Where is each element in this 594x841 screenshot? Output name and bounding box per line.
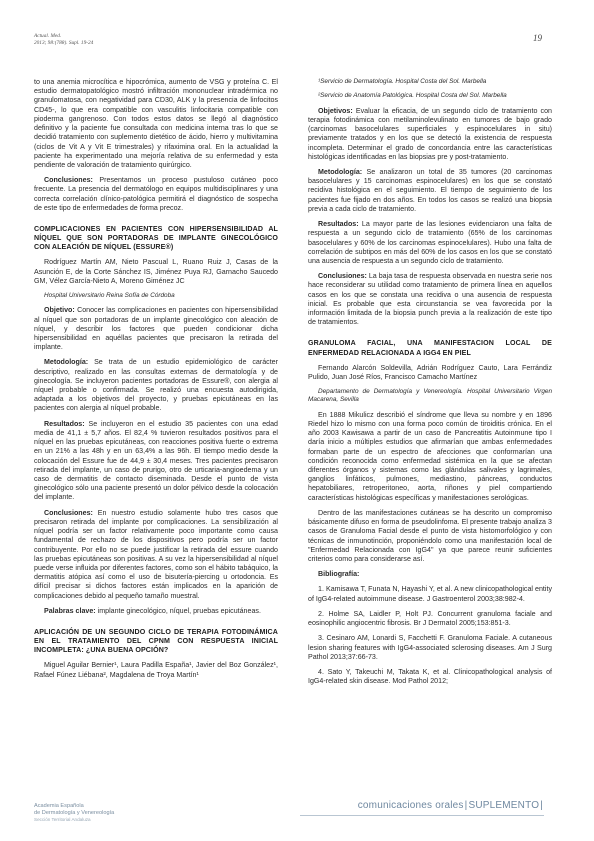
conclusions-text: En nuestro estudio solamente hubo tres casos que precisaron retirada del implante por complicaciones. La sensibilización al níquel podría ser un factor relativamente poco importante como causa fundamental de rechazo de los dispositivos pero podría ser un factor contribuyente. Por ello no se puede justificar la retirada del essure cuando las pruebas epicutáneas son positivas. A su vez la hipersensibilidad al níquel puede verse influida por diferentes factores, como son el hábito tabáquico, la dermatitis atópica así como el uso de bisutería-piercing u ortodoncia. Es difícil precisar si dichos factores están implicados en la aparición de complicaciones debido al pequeño tamaño muestral. xyxy=(34,508,278,600)
separator-bar: | xyxy=(540,800,543,811)
objective-label: Objetivo: xyxy=(44,306,75,315)
journal-citation xyxy=(34,33,93,47)
conclusions-label: Conclusiones: xyxy=(44,508,93,517)
results-paragraph xyxy=(308,220,552,266)
reference-item: 4. Sato Y, Takeuchi M, Takata K, et al. Clinicopathological analysis of IgG4-related skin disease. Mod Pathol 2012; xyxy=(308,667,552,686)
objectives-paragraph xyxy=(308,107,552,162)
conclusions-text: Presentamos un proceso pustuloso cutáneo poco frecuente. La presencia del dermatólogo en equipos multidisciplinares y una correcta correlación clínico-patológica permitirá el diagnóstico de sospecha de este tipo de enfermedades de forma precoz. xyxy=(34,176,278,212)
intro-paragraph: En 1888 Mikulicz describió el síndrome que lleva su nombre y en 1896 Riedel hizo lo mismo con una forma poco común de tiroiditis crónica. En el año 2003 Kawisawa a partir de un caso de Pancreatitis Autoinmune tipo I daría inicio a múltiples estudios que afirmarían que ambas enfermedades formaban parte de un espectro de afecciones que conformarían una condición reconocida como enfermedad sistémica en la que se afectan diferentes órganos y sistemas como las glándulas salivales y lagrimales, ganglios linfáticos, pulmones, mediastino, páncreas, conductos hepatobiliares, retroperitoneo, aorta, riñones y piel compartiendo características histológicas específicas y manifestaciones serológicas. xyxy=(308,410,552,502)
academy-logo xyxy=(34,803,114,823)
section-label: comunicaciones orales xyxy=(357,800,464,811)
objective-paragraph xyxy=(34,306,278,352)
conclusions-label: Conclusiones: xyxy=(44,176,93,185)
section-title-pdt: APLICACIÓN DE UN SEGUNDO CICLO DE TERAPIA FOTODINÁMICA EN EL TRATAMIENTO DEL CPNM CON RESPUESTA INICIAL INCOMPLETA: ¿UNA BUENA OPCIÓN? xyxy=(34,628,278,655)
academy-subname: de Dermatología y Venereología xyxy=(34,809,115,816)
journal-name: Actual. Med. xyxy=(34,33,62,39)
objectives-label: Objetivos: xyxy=(318,106,353,115)
affiliation-1: ¹Servicio de Dermatología. Hospital Costa del Sol. Marbella xyxy=(318,78,487,85)
conclusions-text: La baja tasa de respuesta observada en nuestra serie nos hace reconsiderar su utilidad como tratamiento de primera línea en aquellos casos en los que se constata una recidiva o una ausencia de respuesta inicial. Es probable que esta circunstancia se vea favorecida por la información limitada de la biopsia punch previa a la realización de este tipo de tratamientos. xyxy=(308,272,552,327)
methodology-paragraph xyxy=(34,358,278,413)
conclusions-paragraph xyxy=(34,509,278,601)
reference-item: 3. Cesinaro AM, Lonardi S, Facchetti F. Granuloma Faciale. A cutaneous lesion sharing features with IgG4-associated sclerosing diseases. Am J Surg Pathol 2013;37:66-73. xyxy=(308,634,552,661)
methodology-text: Se analizaron un total de 35 tumores (20 carcinomas basocelulares y 15 carcinomas espinocelulares) en los que se constató recidiva histológica en el seguimiento. El tiempo de seguimiento de los pacientes fue fijado en dos años. En todos los casos se realizó una biopsia previa a cada ciclo de tratamiento. xyxy=(308,167,552,213)
left-column xyxy=(34,78,278,686)
results-text: La mayor parte de las lesiones evidenciaron una falta de respuesta a un segundo ciclo de tratamiento (65% de los carcinomas basocelulares y 60% de los carcinomas espinocelulares). Hubo una falta de correlación de subtipos en más del 60% de los casos en los que se constató una ausencia de respuesta a un segundo ciclo de tratamiento. xyxy=(308,220,552,265)
affiliation-2: ²Servicio de Anatomía Patológica. Hospital Costa del Sol. Marbella xyxy=(318,92,507,100)
conclusions-paragraph xyxy=(34,176,278,213)
keywords-label: Palabras clave: xyxy=(44,606,96,615)
section-authors: Fernando Alarcón Soldevilla, Adrián Rodríguez Cauto, Lara Ferrándiz Pulido, Juan José Ríos, Francisco Camacho Martínez xyxy=(308,363,552,381)
section-affiliation: Departamento de Dermatología y Venereología. Hospital Universitario Virgen Macarena, Sevilla xyxy=(308,388,552,404)
page-number: 19 xyxy=(533,33,542,43)
reference-item: 2. Holme SA, Laidler P, Holt PJ. Concurrent granuloma faciale and eosinophilic angiocentric fibrosis. Br J Dermatol 2005;153:851-3. xyxy=(308,609,552,628)
reference-item: 1. Kamisawa T, Funata N, Hayashi Y, et al. A new clinicopathological entity of IgG4-related autoimmune disease. J Gastroenterol 2003;38:982-4. xyxy=(308,585,552,603)
methodology-label: Metodología: xyxy=(318,167,363,176)
reference-list xyxy=(308,585,552,686)
keywords-paragraph xyxy=(34,607,278,616)
bibliography-heading: Bibliografía: xyxy=(318,570,360,579)
section-title-granuloma: GRANULOMA FACIAL, UNA MANIFESTACION LOCAL DE ENFERMEDAD RELACIONADA A IGG4 EN PIEL xyxy=(308,339,552,357)
analysis-paragraph: Dentro de las manifestaciones cutáneas se ha descrito un compromiso básicamente difuso en forma de pseudolinfoma. El presente trabajo analiza 3 casos de Granuloma Facial desde el punto de vista histomorfológico y con técnicas de inmunotinción, proponiéndolo como una manifestación local de "Enfermedad Relacionada con IgG4" ya que parece reunir suficientes criterios como para considerarse así. xyxy=(308,508,552,563)
supplement-label: SUPLEMENTO xyxy=(468,800,540,811)
academy-name: Academia Española xyxy=(34,803,84,809)
section-title-essure: COMPLICACIONES EN PACIENTES CON HIPERSENSIBILIDAD AL NÍQUEL QUE SON PORTADORAS DE IMPLANTE GINECOLÓGICO CON ALEACIÓN DE NÍQUEL (ESSURE®) xyxy=(34,225,278,252)
results-label: Resultados: xyxy=(318,220,359,229)
section-authors: Miguel Aguilar Bernier¹, Laura Padilla España¹, Javier del Boz González¹, Rafael Fúnez Liébana², Magdalena de Troya Martín¹ xyxy=(34,661,278,679)
separator-bar: | xyxy=(464,800,468,811)
case-description: to una anemia microcítica e hipocrómica, aumento de VSG y proteína C. El estudio dermatopatológico mostró infiltración mononuclear intradérmica no granulomatosa, con negatividad para CD30, ALK y la presencia de linfocitos CD45-, lo que era compatible con vasculitis linfocitaria compatible con pioderma gangrenoso. Con todos estos datos se llegó al diagnóstico definitivo y la paciente fue consultada con medicina interna tras lo que se decidió tratamiento con suplemento dietético de ácido, hierro y multivitamina (ciclos de Vit A y Vit E trimestrales) y rifaximina oral. En la actualidad la paciente ha experimentado una mejoría relativa de su enfermedad y esta pendiente de valoración de tratamiento quirúrgico. xyxy=(34,78,278,169)
methodology-paragraph xyxy=(308,168,552,214)
section-authors: Rodríguez Martín AM, Nieto Pascual L, Ruano Ruiz J, Casas de la Asunción E, de la Corte Sánchez IS, Jiménez Puya RJ, Garnacho Saucedo GM, Vélez García-Nieto A, Moreno Giménez JC xyxy=(34,258,278,285)
conclusions-paragraph xyxy=(308,272,552,327)
methodology-text: Se trata de un estudio epidemiológico de carácter descriptivo, realizado en las consultas externas de dermatología y de ginecología. Se incluyeron pacientes portadoras de Essure®, con alergia al níquel probable o confirmada. Se realizó una encuesta autodirigida, adaptada a los objetivos del proyecto, y pruebas epicutáneas en las pacientes con alergia al níquel probable. xyxy=(34,358,278,413)
section-affiliation: Hospital Universitario Reina Sofía de Córdoba xyxy=(44,291,175,299)
objectives-text: Evaluar la eficacia, de un segundo ciclo de tratamiento con terapia fotodinámica con metilaminolevulinato en tumores de bajo grado (carcinomas basocelulares superficiales y espinocelulares in situ) previamente tratados y en los que se detectó la existencia de respuesta incompleta. Determinar el grado de concordancia entre las características histológicas identificadas en las biopsias pre y post-tratamiento. xyxy=(308,106,552,161)
footer-section-label xyxy=(358,800,544,811)
academy-section: Sección Territorial Andaluza xyxy=(34,816,91,822)
objective-text: Conocer las complicaciones en pacientes con hipersensibilidad al níquel que son portadoras de un implante ginecológico con aleación de níquel, y describir los factores que pueden condicionar dicha hipersensibilidad en aquéllas pacientes que precisaron la retirada del implante. xyxy=(34,306,278,352)
results-paragraph xyxy=(34,420,278,503)
journal-issue: 2013; 98:(788). Supl. 19-24 xyxy=(34,39,94,46)
right-column xyxy=(308,78,552,692)
keywords-text: implante ginecológico, níquel, pruebas epicutáneas. xyxy=(95,606,261,615)
footer-divider xyxy=(300,815,544,816)
methodology-label: Metodología: xyxy=(44,358,89,367)
results-text: Se incluyeron en el estudio 35 pacientes con una edad media de 41,1 ± 5,7 años. El 82,4 % tuvieron resultados positivos para el níquel en las pruebas epicutáneas, con reacciones positiva fuerte o extrema en un 21% a las 48h y en un 63,4% a las 96h. El tiempo medio desde la colocación del Essure fue de 44,9 ± 30,4 meses. Tres pacientes precisaron retirada del implante, un caso de prurigo, otro de urticaria-angioedema y un caso de dermatitis de contacto diseminada. Desde el punto de vista ginecológico sólo una paciente presentó un dolor pélvico desde la colocación del implante. xyxy=(34,419,278,502)
results-label: Resultados: xyxy=(44,419,85,428)
conclusions-label: Conclusiones: xyxy=(318,272,367,281)
